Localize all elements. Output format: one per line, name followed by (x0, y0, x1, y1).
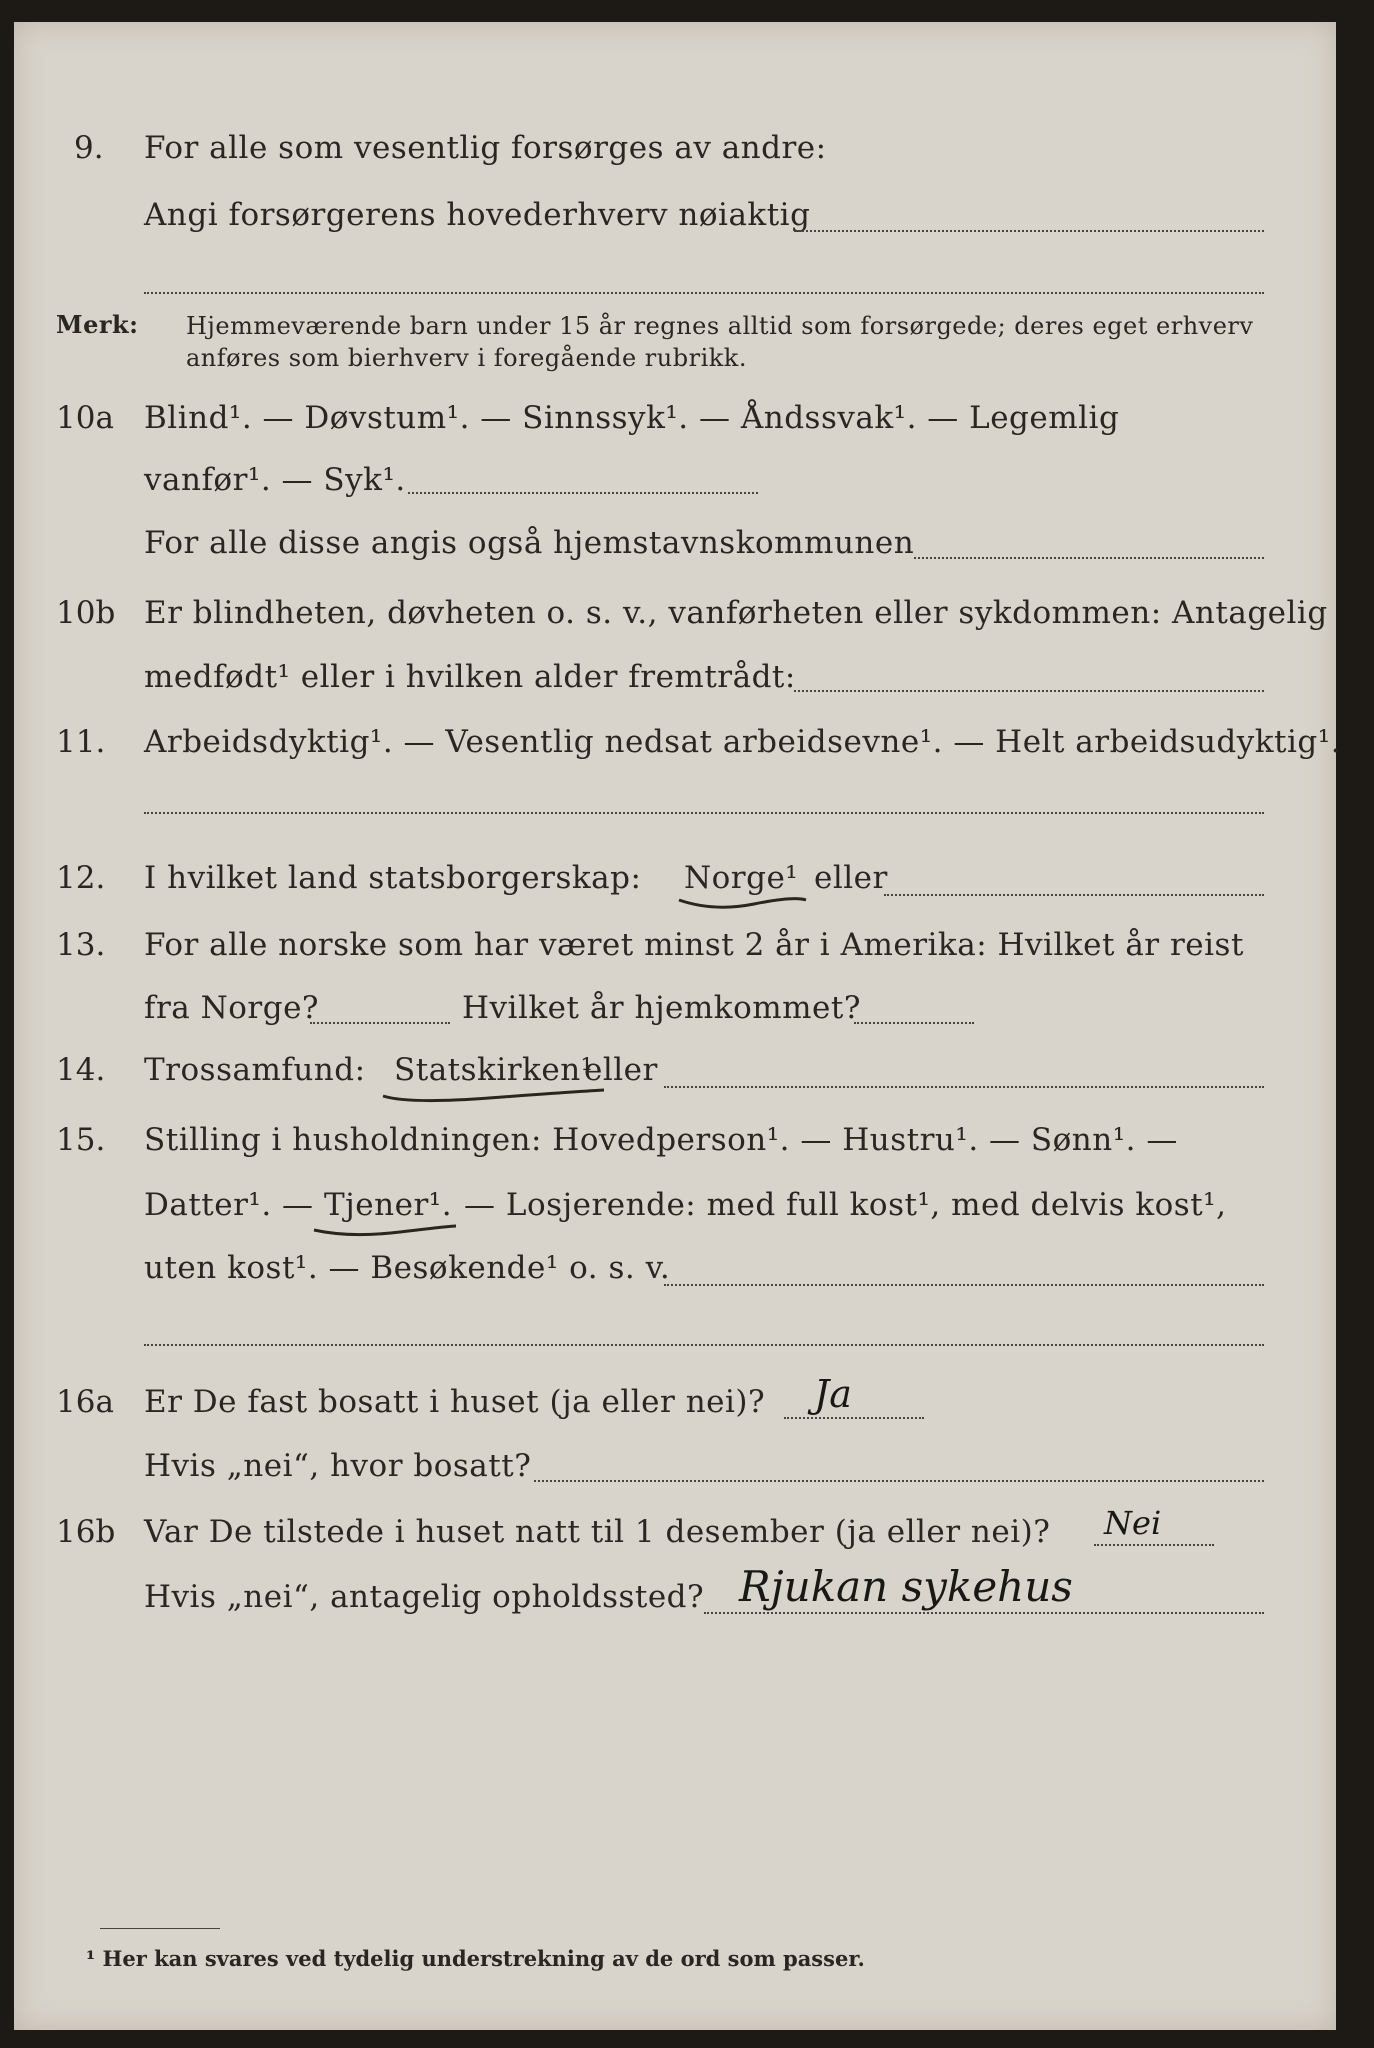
q10a-answer-line-2[interactable] (914, 557, 1264, 559)
footnote-text: ¹ Her kan svares ved tydelig understrekning av de ord som passer. (86, 1946, 865, 1971)
q11-number: 11. (56, 724, 106, 760)
q10a-line1: Blind¹. — Døvstum¹. — Sinnssyk¹. — Åndssvak¹. — Legemlig (144, 400, 1120, 436)
q16a-number: 16a (56, 1384, 114, 1420)
q13-line2b: Hvilket år hjemkommet? (462, 990, 861, 1026)
q10b-number: 10b (56, 595, 116, 631)
q12-answer-line[interactable] (884, 894, 1264, 896)
footnote-rule (100, 1928, 220, 1929)
q16b-answer-line-2[interactable] (704, 1612, 1264, 1614)
q15-line2a: Datter¹. — (144, 1187, 314, 1223)
q12-option-norge[interactable]: Norge¹ (684, 860, 799, 896)
q15-line2c: — Losjerende: med full kost¹, med delvis kost¹, (464, 1187, 1227, 1223)
census-form-page (14, 22, 1342, 2030)
q13-line1: For alle norske som har været minst 2 år i Amerika: Hvilket år reist (144, 927, 1244, 963)
q14-number: 14. (56, 1052, 106, 1088)
q15-line1: Stilling i husholdningen: Hovedperson¹. — Hustru¹. — Sønn¹. — (144, 1122, 1178, 1158)
q16b-line2: Hvis „nei“, antagelig opholdssted? (144, 1579, 705, 1615)
q9-number: 9. (74, 130, 104, 166)
q9-answer-line[interactable] (794, 230, 1264, 232)
q10a-line3: For alle disse angis også hjemstavnskommunen (144, 525, 915, 561)
merk-label: Merk: (56, 310, 139, 339)
q16b-answer-opholdssted[interactable]: Rjukan sykehus (739, 1562, 1073, 1611)
underline-tjener-mark (310, 1218, 460, 1240)
q12-number: 12. (56, 860, 106, 896)
q15-option-tjener[interactable]: Tjener¹. (324, 1187, 453, 1223)
q10a-line2: vanfør¹. — Syk¹. (144, 462, 406, 498)
q16a-answer-ja[interactable]: Ja (814, 1372, 852, 1416)
q14-line1: Trossamfund: (144, 1052, 366, 1088)
q9-answer-line-2[interactable] (144, 292, 1264, 294)
q14-tail: eller (584, 1052, 658, 1088)
q11-line1: Arbeidsdyktig¹. — Vesentlig nedsat arbeidsevne¹. — Helt arbeidsudyktig¹. (144, 724, 1342, 760)
merk-line2: anføres som bierhverv i foregående rubrikk. (186, 344, 747, 372)
q10b-answer-line[interactable] (794, 690, 1264, 692)
q12-tail: eller (814, 860, 888, 896)
q9-line2: Angi forsørgerens hovederhverv nøiaktig (144, 197, 811, 233)
q13-answer-line-return[interactable] (854, 1022, 974, 1024)
q10b-line2: medfødt¹ eller i hvilken alder fremtrådt: (144, 659, 796, 695)
q15-line3: uten kost¹. — Besøkende¹ o. s. v. (144, 1250, 671, 1286)
q15-answer-line[interactable] (664, 1284, 1264, 1286)
underline-statskirken-mark (379, 1082, 609, 1106)
q11-answer-line[interactable] (144, 812, 1264, 814)
q15-answer-line-2[interactable] (144, 1344, 1264, 1346)
q16b-line1: Var De tilstede i huset natt til 1 desember (ja eller nei)? (144, 1514, 1051, 1550)
q16b-number: 16b (56, 1514, 116, 1550)
q14-option-statskirken[interactable]: Statskirken¹ (394, 1052, 594, 1088)
q16a-answer-line[interactable] (784, 1417, 924, 1419)
q10a-number: 10a (56, 400, 114, 436)
q10b-line1: Er blindheten, døvheten o. s. v., vanførheten eller sykdommen: Antagelig (144, 595, 1328, 631)
q15-number: 15. (56, 1122, 106, 1158)
q9-line1: For alle som vesentlig forsørges av andre: (144, 130, 827, 166)
q10a-answer-line[interactable] (408, 492, 758, 494)
underline-norge-mark (674, 890, 814, 912)
q16b-answer-nei[interactable]: Nei (1104, 1504, 1162, 1542)
q12-line1: I hvilket land statsborgerskap: (144, 860, 642, 896)
q16a-answer-line-2[interactable] (534, 1480, 1264, 1482)
q13-answer-line-year[interactable] (310, 1022, 450, 1024)
q16a-line2: Hvis „nei“, hvor bosatt? (144, 1448, 532, 1484)
q16b-answer-line[interactable] (1094, 1544, 1214, 1546)
merk-line1: Hjemmeværende barn under 15 år regnes alltid som forsørgede; deres eget erhverv (186, 312, 1254, 340)
q16a-line1: Er De fast bosatt i huset (ja eller nei)? (144, 1384, 766, 1420)
q14-answer-line[interactable] (664, 1086, 1264, 1088)
q13-line2a: fra Norge? (144, 990, 320, 1026)
q13-number: 13. (56, 927, 106, 963)
